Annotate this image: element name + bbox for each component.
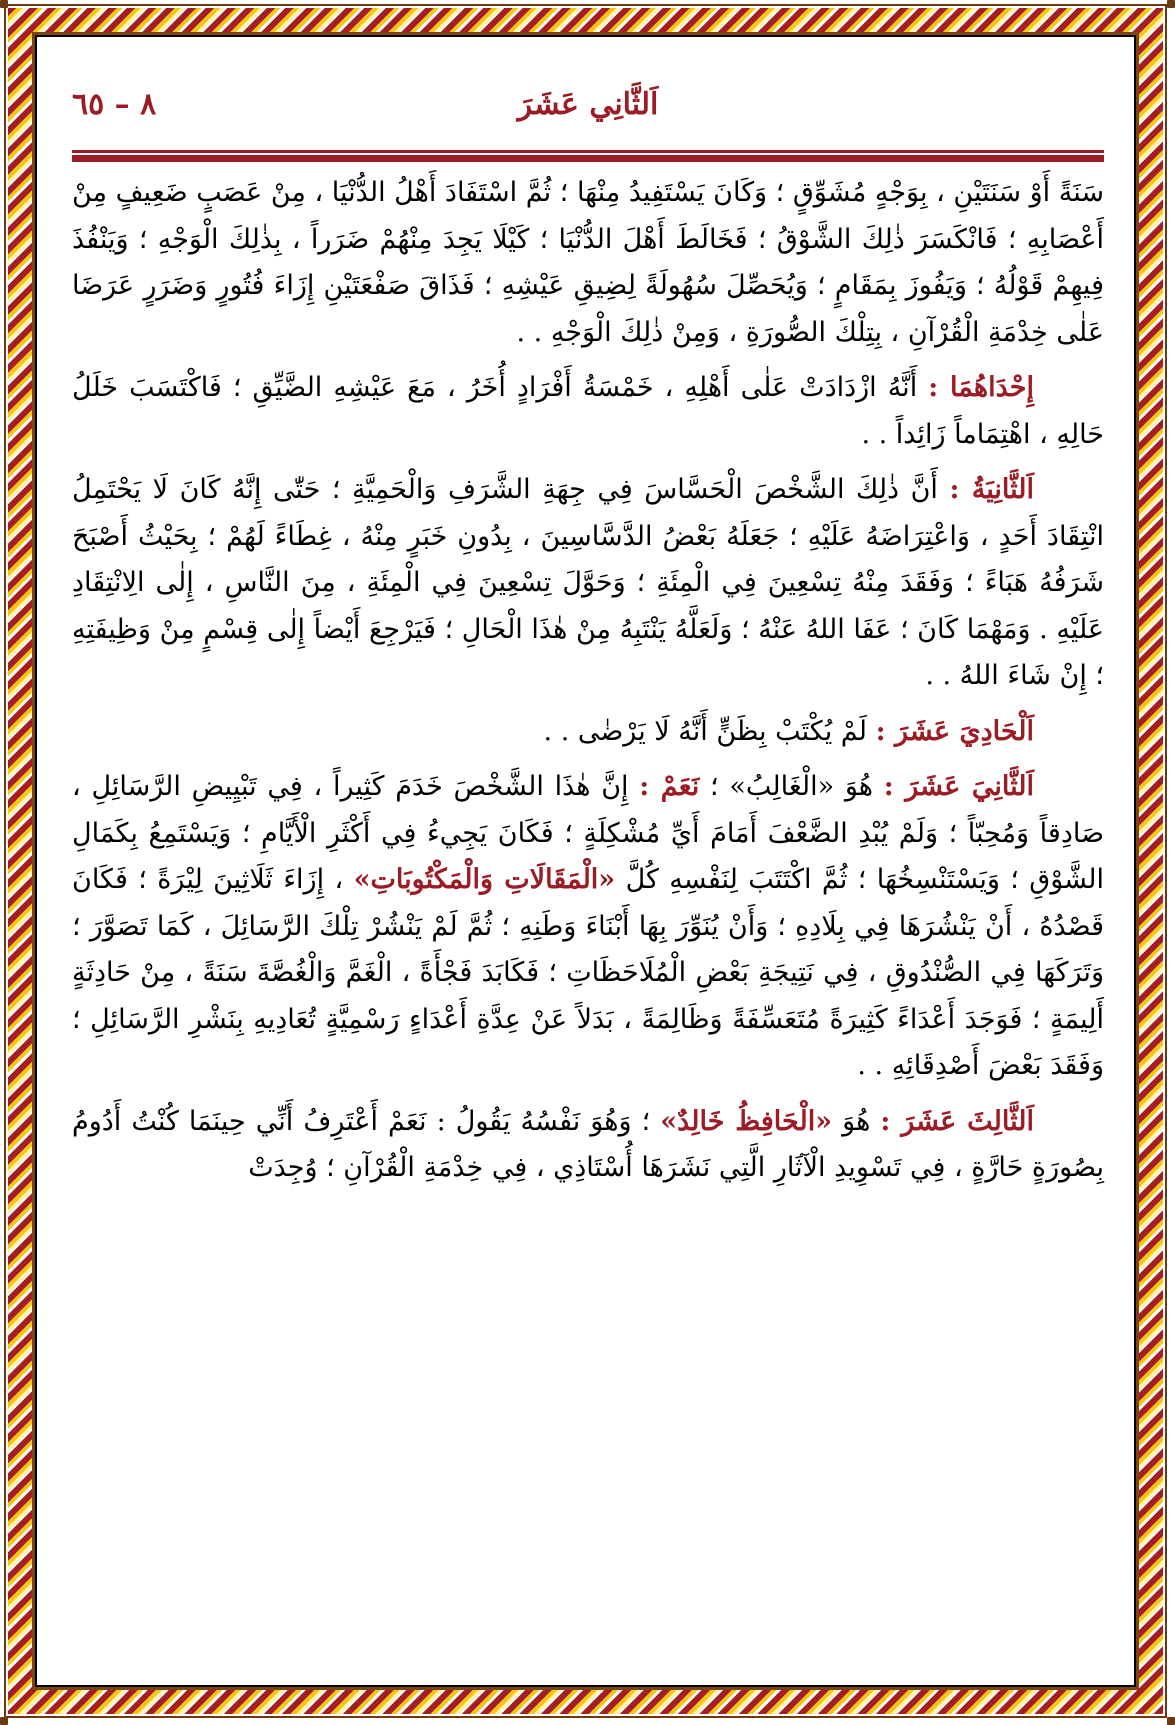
running-title: اَلثَّانِي عَشَرَ (517, 87, 659, 122)
highlighted-term: إِحْدَاهُمَا : (928, 372, 1034, 403)
highlighted-term: اَلثَّانِيَ عَشَرَ : (883, 771, 1035, 802)
highlighted-term: «الْحَافِظُ خَالِدٌ» (660, 1105, 833, 1137)
body-text: ، إِزَاءَ ثَلَاثِينَ لِيْرَةً ؛ فَكَانَ قَصْدُهُ ، أَنْ يَنْشُرَهَا فِي بِلَادِهِ ؛ وَأَنْ يُنَوِّرَ بِهَا أَبْنَاءَ وَطَنِهِ ؛ ثُمَّ لَمْ يَنْشُرْ تِلْكَ الرَّسَائِلَ ، كَمَا تَصَوَّرَ ؛ وَتَرَكَهَا فِي الصُّنْدُوقِ ، فِي نَتِيجَةِ بَعْضِ الْمُلَاحَظَاتِ ؛ فَكَابَدَ فَجْأَةً ، الْغَمَّ وَالْغُصَّةَ سَنَةً ، مِنْ حَادِثَةٍ أَلِيمَةٍ ؛ فَوَجَدَ أَعْدَاءً كَثِيرَةً مُتَعَسِّفَةً وَظَالِمَةً ، بَدَلاً عَنْ عِدَّةِ أَعْدَاءٍ رَسْمِيَّةٍ تُعَادِيهِ بِنَشْرِ الرَّسَائِلِ ؛ وَفَقَدَ بَعْضَ أَصْدِقَائِهِ . . (72, 864, 1104, 1081)
header-rule-thick (72, 155, 1104, 162)
highlighted-term: اَلثَّالِثَ عَشَرَ : (880, 1105, 1035, 1137)
paragraph (72, 170, 1104, 356)
body-text: إِنَّ هٰذَا الشَّخْصَ خَدَمَ كَثِيراً ، فِي تَبْيِيضِ الرَّسَائِلِ ، صَادِقاً وَمُحِبّاً ؛ وَلَمْ يُبْدِ الضَّعْفَ أَمَامَ أَيِّ مُشْكِلَةٍ ؛ فَكَانَ يَجِيءُ فِي أَكْثَرِ الْأَيَّامِ ؛ وَيَسْتَمِعُ بِكَمَالِ الشَّوْقِ ؛ وَيَسْتَنْسِخُهَا ؛ ثُمَّ اكْتَتَبَ لِنَفْسِهِ كُلَّ (72, 771, 1104, 895)
body-text: هُوَ «الْغَالِبُ» ؛ (699, 771, 884, 802)
corner-ornament-icon (1167, 0, 1175, 8)
highlighted-term: اَلثَّانِيَةُ : (949, 474, 1035, 505)
page-number: ٨ – ٦٥ (72, 87, 157, 122)
corner-ornament-icon (0, 1717, 8, 1725)
corner-ornament-icon (0, 0, 8, 8)
paragraph (72, 1099, 1104, 1192)
paragraph (72, 709, 1104, 756)
body-text: لَمْ يُكْتَبْ بِظَنٍّ أَنَّهُ لَا يَرْضٰى . . (543, 715, 876, 747)
highlighted-term: نَعَمْ : (639, 771, 700, 802)
page-body (72, 170, 1104, 1192)
body-text: هُوَ (832, 1105, 881, 1137)
body-text: سَنَةً أَوْ سَنَتَيْنِ ، بِوَجْهٍ مُشَوِّقٍ ؛ وَكَانَ يَسْتَفِيدُ مِنْهَا ؛ ثُمَّ اسْتَفَادَ أَهْلُ الدُّنْيَا ، مِنْ عَصَبٍ ضَعِيفٍ مِنْ أَعْصَابِهِ ؛ فَانْكَسَرَ ذٰلِكَ الشَّوْقُ ؛ فَخَالَطَ أَهْلَ الدُّنْيَا ؛ كَيْلَا يَجِدَ مِنْهُمْ ضَرَراً ، بِذٰلِكَ الْوَجْهِ ؛ وَيَنْفُذَ فِيهِمْ قَوْلُهُ ؛ وَيَفُوزَ بِمَقَامٍ ؛ وَيُحَصِّلَ سُهُولَةً لِضِيقِ عَيْشِهِ ؛ فَذَاقَ صَفْعَتَيْنِ إِزَاءَ فُتُورٍ وَضَرَرٍ عَرَضَا عَلٰى خِدْمَةِ الْقُرْآنِ ، بِتِلْكَ الصُّورَةِ ، وَمِنْ ذٰلِكَ الْوَجْهِ . . (72, 177, 1104, 348)
corner-ornament-icon (1167, 1717, 1175, 1725)
body-text: أَنَّهُ ازْدَادَتْ عَلٰى أَهْلِهِ ، خَمْسَةُ أَفْرَادٍ أُخَرُ ، مَعَ عَيْشِهِ الضَّيِّقِ ؛ فَاكْتَسَبَ خَلَلُ حَالِهِ ، اهْتِمَاماً زَائِداً . . (72, 372, 1104, 450)
paragraph (72, 365, 1104, 458)
page-header (72, 80, 1104, 140)
body-text: أَنَّ ذٰلِكَ الشَّخْصَ الْحَسَّاسَ فِي جِهَةِ الشَّرَفِ وَالْحَمِيَّةِ ؛ حَتّٰى إِنَّهُ كَانَ لَا يَحْتَمِلُ انْتِقَادَ أَحَدٍ ، وَاعْتِرَاضَهُ عَلَيْهِ ؛ جَعَلَهُ بَعْضُ الدَّسَّاسِينَ ، بِدُونِ خَبَرٍ مِنْهُ ، غِطَاءً لَهُمْ ؛ بِحَيْثُ أَصْبَحَ شَرَفُهُ هَبَاءً ؛ وَفَقَدَ مِنْهُ تِسْعِينَ فِي الْمِئَةِ ؛ وَحَوَّلَ تِسْعِينَ فِي الْمِئَةِ ، مِنَ النَّاسِ ، إِلٰى الِانْتِقَادِ عَلَيْهِ . وَمَهْمَا كَانَ ؛ عَفَا اللهُ عَنْهُ ؛ وَلَعَلَّهُ يَنْتَبِهُ مِنْ هٰذَا الْحَالِ ؛ فَيَرْجِعَ أَيْضاً إِلٰى قِسْمٍ مِنْ وَظِيفَتِهِ ؛ إِنْ شَاءَ اللهُ . . (72, 474, 1104, 691)
paragraph (72, 764, 1104, 1090)
header-rule-thin (72, 150, 1104, 153)
highlighted-term: «الْمَقَالَاتِ وَالْمَكْتُوبَاتِ» (353, 864, 616, 895)
body-text: ؛ وَهُوَ نَفْسُهُ يَقُولُ : نَعَمْ أَعْتَرِفُ أَنِّي حِينَمَا كُنْتُ أَدُومُ بِصُورَةٍ حَارَّةٍ ، فِي تَسْوِيدِ الْآثَارِ الَّتِي نَشَرَهَا أُسْتَاذِي ، فِي خِدْمَةِ الْقُرْآنِ ؛ وُجِدَتْ (72, 1105, 1104, 1183)
paragraph (72, 467, 1104, 700)
highlighted-term: اَلْحَادِيَ عَشَرَ : (875, 715, 1034, 747)
